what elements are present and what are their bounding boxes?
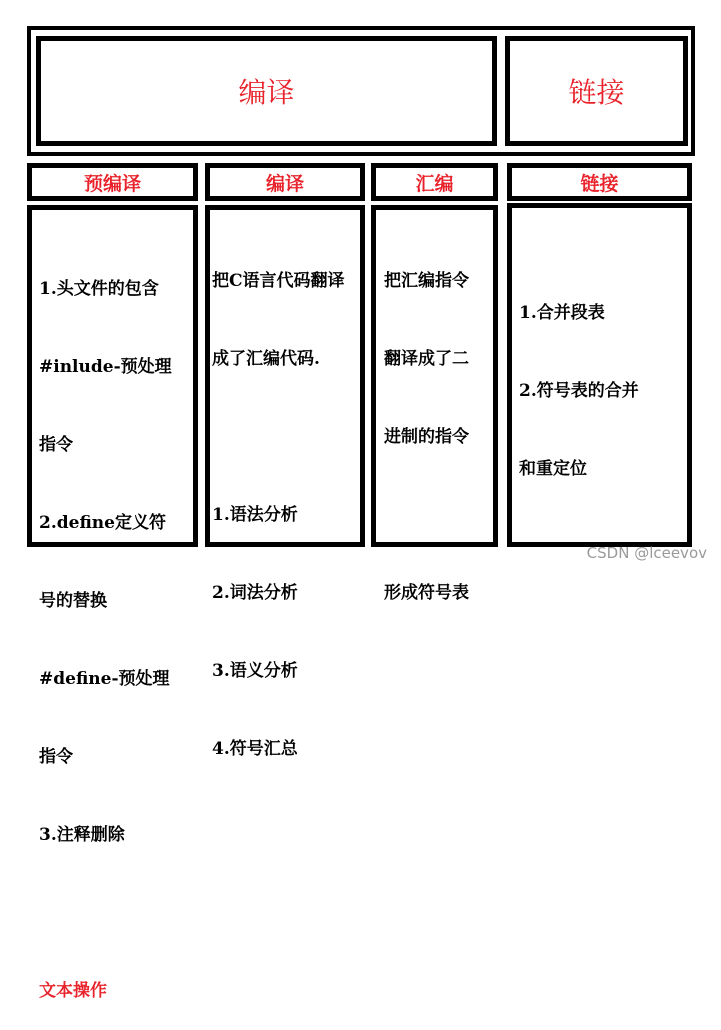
- content-line: 4.符号汇总: [212, 739, 298, 759]
- stage-content-assemble: [371, 205, 498, 603]
- stage-header-assemble: [371, 163, 498, 201]
- content-line: [212, 424, 360, 450]
- content-line: #inlude-预处理: [39, 357, 172, 377]
- content-line: 和重定位: [519, 459, 587, 479]
- stage-title: 编译: [265, 172, 304, 195]
- stage-content-precompile: [27, 205, 198, 1001]
- compile-overview-box: [36, 36, 497, 146]
- content-line: [39, 900, 193, 926]
- stage-header-link: [507, 163, 692, 201]
- content-line: 3.语义分析: [212, 661, 298, 681]
- content-line: 2.符号表的合并: [519, 381, 639, 401]
- content-line: 翻译成了二: [384, 349, 469, 369]
- content-line: 把C语言代码翻译: [212, 271, 345, 291]
- content-line: 指令: [39, 747, 73, 767]
- stage-title: 预编译: [83, 172, 141, 195]
- content-line: 3.注释删除: [39, 825, 125, 845]
- content-line: 2.define定义符: [39, 513, 166, 533]
- content-line: 形成符号表: [384, 583, 469, 603]
- content-line: 1.合并段表: [519, 303, 605, 323]
- stage-title: 链接: [580, 172, 619, 195]
- content-line: 把汇编指令: [384, 271, 469, 291]
- content-line: 指令: [39, 435, 73, 455]
- stage-header-compile: [205, 163, 365, 201]
- content-line-highlight: 文本操作: [39, 981, 107, 1001]
- content-line: #define-预处理: [39, 669, 170, 689]
- stage-title: 汇编: [415, 172, 454, 195]
- stage-content-link: [507, 203, 692, 547]
- content-line: 号的替换: [39, 591, 107, 611]
- content-line: 成了汇编代码.: [212, 349, 320, 369]
- stage-content-compile: [205, 205, 365, 759]
- compile-overview-title: 编译: [238, 76, 295, 109]
- link-overview-box: [505, 36, 688, 146]
- content-line: 进制的指令: [384, 427, 469, 447]
- link-overview-title: 链接: [568, 76, 625, 109]
- content-line: [384, 502, 493, 528]
- content-line: 1.语法分析: [212, 505, 298, 525]
- content-line: 2.词法分析: [212, 583, 298, 603]
- watermark: CSDN @lceevov: [586, 544, 707, 562]
- content-line: 1.头文件的包含: [39, 279, 159, 299]
- stage-header-precompile: [27, 163, 198, 201]
